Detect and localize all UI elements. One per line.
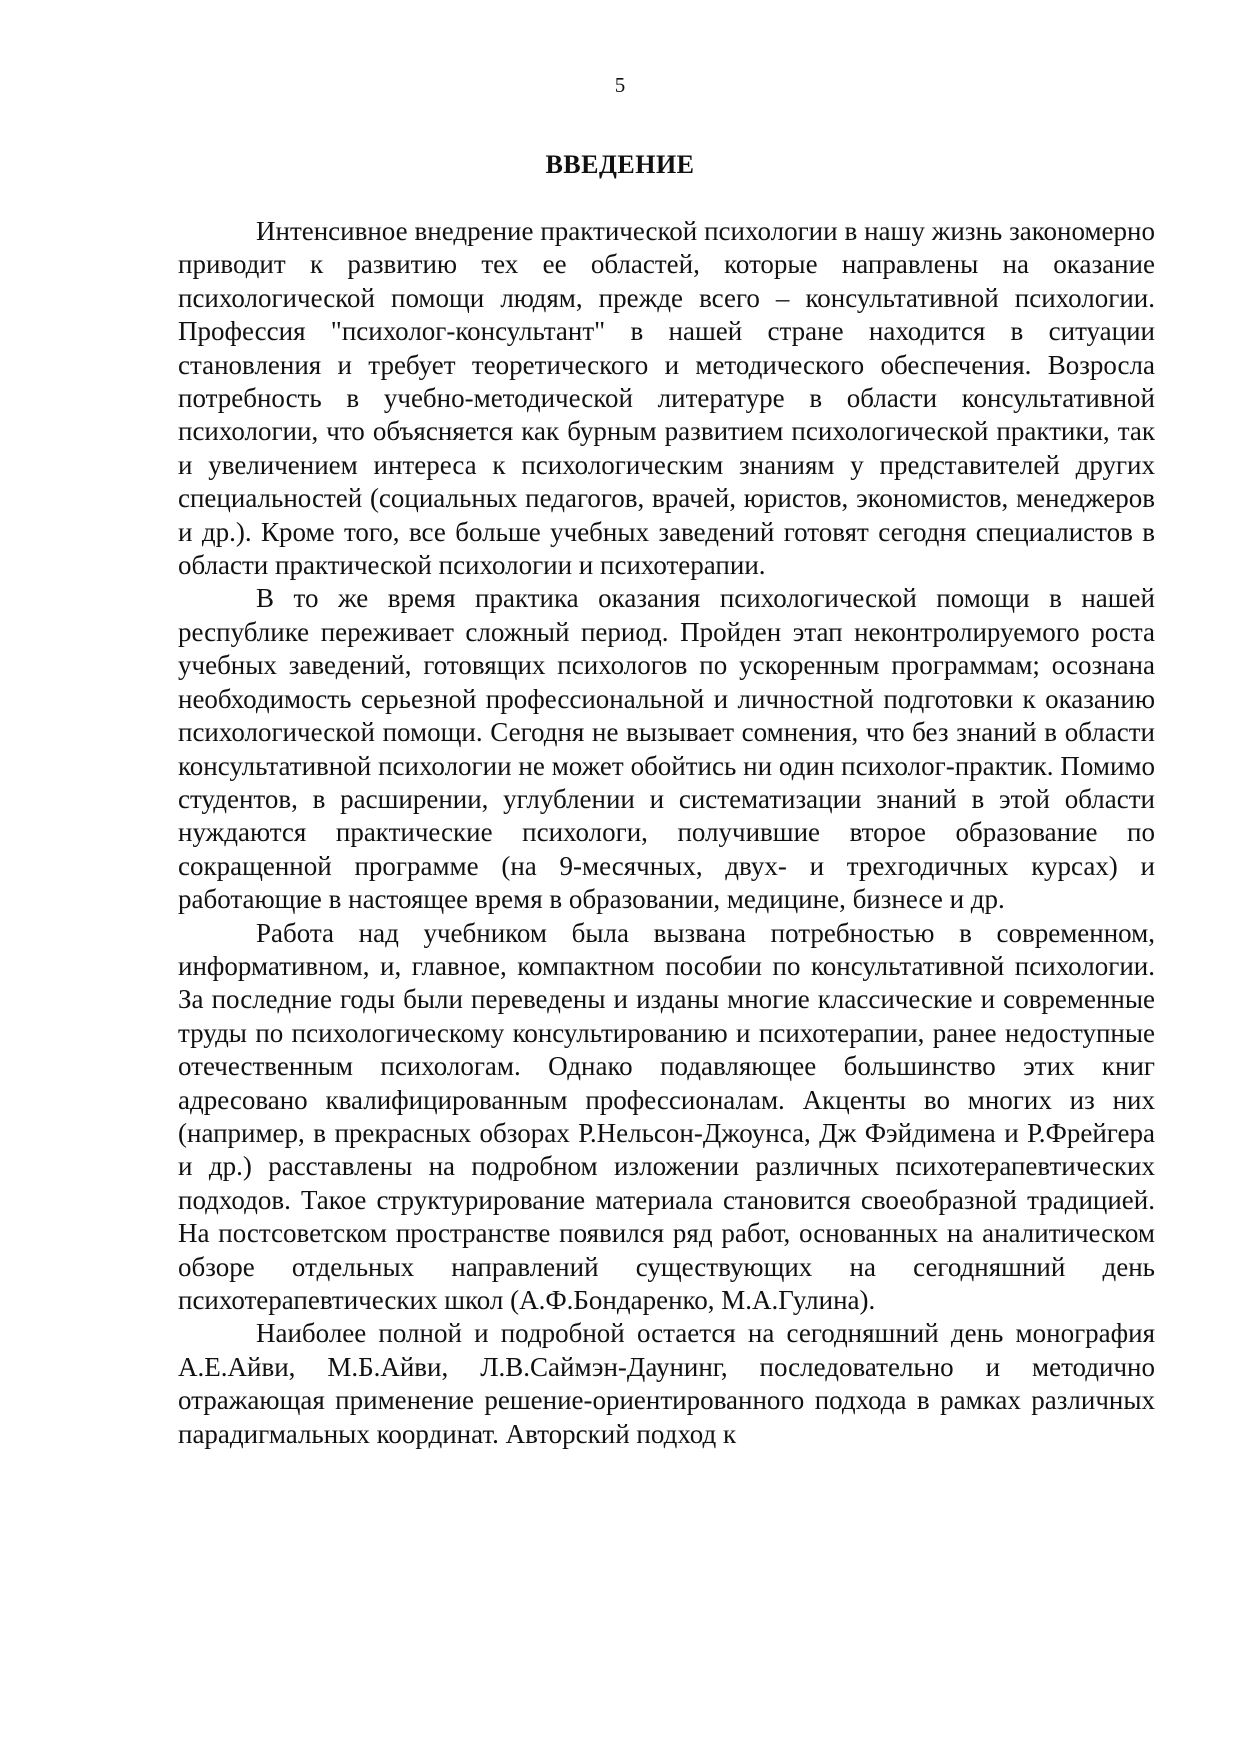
paragraph-1: Интенсивное внедрение практической психологии в нашу жизнь закономерно приводит к развитию тех ее областей, которые направлены на оказание психологической помощи людям, прежде всего – консультативной психологии. Профессия "психолог-консультант" в нашей стране находится в ситуации становления и требует теоретического и методического обеспечения. Возросла потребность в учебно-методической литературе в области консультативной психологии, что объясняется как бурным развитием психологической практики, так и увеличением интереса к психологическим знаниям у представителей других специальностей (социальных педагогов, врачей, юристов, экономистов, менеджеров и др.). Кроме того, все больше учебных заведений готовят сегодня специалистов в области практической психологии и психотерапии. bbox=[178, 216, 1155, 581]
page-number: 5 bbox=[614, 73, 626, 97]
paragraph-4: Наиболее полной и подробной остается на сегодняшний день монография А.Е.Айви, М.Б.Айви, Л.В.Саймэн-Даунинг, последовательно и методично отражающая применение решение-ориентированного подхода в рамках различных парадигмальных координат. Авторский подход к bbox=[178, 1318, 1155, 1449]
section-heading: ВВЕДЕНИЕ bbox=[545, 150, 695, 179]
body-text bbox=[178, 215, 1155, 1451]
paragraph-3: Работа над учебником была вызвана потребностью в современном, информативном, и, главное, компактном пособии по консультативной психологии. За последние годы были переведены и изданы многие классические и современные труды по психологическому консультированию и психотерапии, ранее недоступные отечественным психологам. Однако подавляющее большинство этих книг адресовано квалифицированным профессионалам. Акценты во многих из них (например, в прекрасных обзорах Р.Нельсон-Джоунса, Дж Фэйдимена и Р.Фрейгера и др.) расставлены на подробном изложении различных психотерапевтических подходов. Такое структурирование материала становится своеобразной традицией. На постсоветском пространстве появился ряд работ, основанных на аналитическом обзоре отдельных направлений существующих на сегодняшний день психотерапевтических школ (А.Ф.Бондаренко, М.А.Гулина). bbox=[178, 917, 1155, 1315]
paragraph-2: В то же время практика оказания психологической помощи в нашей республике переживает сложный период. Пройден этап неконтролируемого роста учебных заведений, готовящих психологов по ускоренным программам; осознана необходимость серьезной профессиональной и личностной подготовки к оказанию психологической помощи. Сегодня не вызывает сомнения, что без знаний в области консультативной психологии не может обойтись ни один психолог-практик. Помимо студентов, в расширении, углублении и систематизации знаний в этой области нуждаются практические психологи, получившие второе образование по сокращенной программе (на 9-месячных, двух- и трехгодичных курсах) и работающие в настоящее время в образовании, медицине, бизнесе и др. bbox=[178, 583, 1155, 915]
